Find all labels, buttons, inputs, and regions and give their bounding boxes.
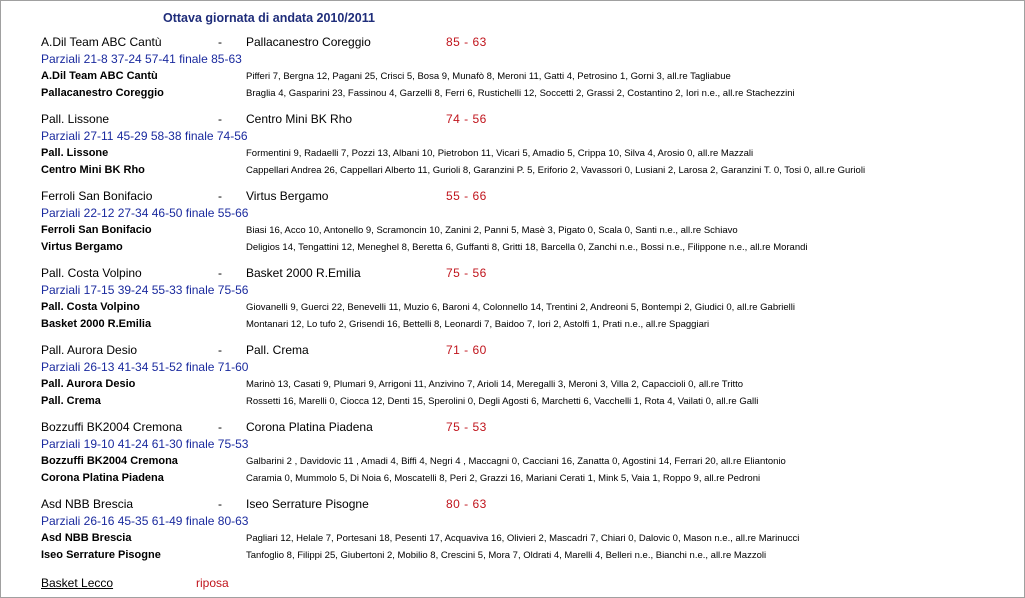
match-separator: - — [218, 420, 222, 434]
final-score: 71 - 60 — [446, 343, 487, 357]
scorers-team-name: Basket 2000 R.Emilia — [41, 318, 152, 330]
home-team: Pall. Aurora Desio — [41, 343, 138, 357]
scorers-team-name: Virtus Bergamo — [41, 241, 123, 253]
home-team: Pall. Costa Volpino — [41, 266, 142, 280]
scorers-team-name: Centro Mini BK Rho — [41, 164, 145, 176]
home-team: Asd NBB Brescia — [41, 497, 134, 511]
scorers-list: Pagliari 12, Helale 7, Portesani 18, Pesenti 17, Acquaviva 16, Olivieri 2, Mascadri 7, Chiari 0, Dalovic 0, Mason n.e., all.re Marinucci — [246, 533, 800, 544]
away-team: Centro Mini BK Rho — [246, 112, 353, 126]
scorers-list: Formentini 9, Radaelli 7, Pozzi 13, Albani 10, Pietrobon 11, Vicari 5, Amadio 5, Crippa 10, Silva 4, Arosio 0, all.re Mazzali — [246, 148, 754, 159]
scorers-list: Deligios 14, Tengattini 12, Meneghel 8, Beretta 6, Guffanti 8, Gritti 18, Barcella 0, Zanchi n.e., Bossi n.e., Filippone n.e., all.re Morandi — [246, 242, 808, 253]
away-team: Pallacanestro Coreggio — [246, 35, 371, 49]
scorers-list: Marinò 13, Casati 9, Plumari 9, Arrigoni 11, Anzivino 7, Arioli 14, Meregalli 3, Meroni 3, Villa 2, Capaccioli 0, all.re Tritto — [246, 379, 744, 390]
scorers-team-name: Ferroli San Bonifacio — [41, 224, 152, 236]
final-score: 74 - 56 — [446, 112, 487, 126]
away-team: Pall. Crema — [246, 343, 309, 357]
scorers-list: Pifferi 7, Bergna 12, Pagani 25, Crisci 5, Bosa 9, Munafò 8, Meroni 11, Gatti 4, Petrosino 1, Gorni 3, all.re Tagliabue — [246, 71, 731, 82]
scorers-team-name: Pallacanestro Coreggio — [41, 87, 164, 99]
scorers-list: Montanari 12, Lo tufo 2, Grisendi 16, Bettelli 8, Leonardi 7, Baidoo 7, Iori 2, Astolfi 1, Prati n.e., all.re Spaggiari — [246, 319, 710, 330]
away-team: Corona Platina Piadena — [246, 420, 373, 434]
match-separator: - — [218, 35, 222, 49]
scorers-list: Braglia 4, Gasparini 23, Fassinou 4, Garzelli 8, Ferri 6, Rustichelli 12, Soccetti 2, Grassi 2, Costantino 2, Iori n.e., all.re Stachezzini — [246, 88, 795, 99]
bye-team-link[interactable]: Basket Lecco — [41, 576, 114, 590]
scorers-team-name: Pall. Crema — [41, 395, 101, 407]
final-score: 80 - 63 — [446, 497, 487, 511]
home-team: Pall. Lissone — [41, 112, 110, 126]
partials-line: Parziali 22-12 27-34 46-50 finale 55-66 — [41, 206, 249, 220]
scorers-team-name: Pall. Aurora Desio — [41, 378, 136, 390]
scorers-team-name: Iseo Serrature Pisogne — [41, 549, 161, 561]
scorers-list: Rossetti 16, Marelli 0, Ciocca 12, Denti 15, Sperolini 0, Degli Agosti 6, Marchetti 6, Vacchelli 1, Rota 4, Vailati 0, all.re Galli — [246, 396, 759, 407]
home-team: A.Dil Team ABC Cantù — [41, 35, 162, 49]
scorers-list: Galbarini 2 , Davidovic 11 , Amadi 4, Biffi 4, Negri 4 , Maccagni 0, Cacciani 16, Zanatta 0, Agostini 14, Ferrari 20, all.re Eliantonio — [246, 456, 786, 467]
partials-line: Parziali 21-8 37-24 57-41 finale 85-63 — [41, 52, 242, 66]
scorers-team-name: A.Dil Team ABC Cantù — [41, 70, 158, 82]
match-separator: - — [218, 112, 222, 126]
scorers-list: Tanfoglio 8, Filippi 25, Giubertoni 2, Mobilio 8, Crescini 5, Mora 7, Oldrati 4, Marelli 4, Belleri n.e., Bianchi n.e., all.re Mazzoli — [246, 550, 767, 561]
scorers-team-name: Asd NBB Brescia — [41, 532, 132, 544]
partials-line: Parziali 26-13 41-34 51-52 finale 71-60 — [41, 360, 249, 374]
scorers-list: Cappellari Andrea 26, Cappellari Alberto 11, Gurioli 8, Garanzini P. 5, Eriforio 2, Vavassori 0, Lusiani 2, Larosa 2, Garanzini T. 0, Tosi 0, all.re Gurioli — [246, 165, 866, 176]
match-separator: - — [218, 497, 222, 511]
scorers-list: Giovanelli 9, Guerci 22, Benevelli 11, Muzio 6, Baroni 4, Colonnello 14, Trentini 2, Andreoni 5, Bontempi 2, Giudici 0, all.re Gabrielli — [246, 302, 796, 313]
scorers-team-name: Corona Platina Piadena — [41, 472, 164, 484]
away-team: Basket 2000 R.Emilia — [246, 266, 361, 280]
page-title: Ottava giornata di andata 2010/2011 — [163, 11, 375, 25]
match-separator: - — [218, 266, 222, 280]
scorers-list: Biasi 16, Acco 10, Antonello 9, Scramoncin 10, Zanini 2, Panni 5, Masè 3, Pigato 0, Scala 0, Santi n.e., all.re Schiavo — [246, 225, 738, 236]
partials-line: Parziali 17-15 39-24 55-33 finale 75-56 — [41, 283, 249, 297]
bye-row — [41, 575, 281, 592]
home-team: Ferroli San Bonifacio — [41, 189, 153, 203]
partials-line: Parziali 27-11 45-29 58-38 finale 74-56 — [41, 129, 248, 143]
final-score: 85 - 63 — [446, 35, 487, 49]
scorers-team-name: Bozzuffi BK2004 Cremona — [41, 455, 178, 467]
home-team: Bozzuffi BK2004 Cremona — [41, 420, 183, 434]
final-score: 55 - 66 — [446, 189, 487, 203]
match-separator: - — [218, 343, 222, 357]
final-score: 75 - 53 — [446, 420, 487, 434]
bye-label: riposa — [196, 576, 229, 590]
scorers-list: Caramia 0, Mummolo 5, Di Noia 6, Moscatelli 8, Peri 2, Grazzi 16, Mariani Cerati 1, Mink 5, Vaia 1, Roppo 9, all.re Pedroni — [246, 473, 761, 484]
final-score: 75 - 56 — [446, 266, 487, 280]
partials-line: Parziali 26-16 45-35 61-49 finale 80-63 — [41, 514, 249, 528]
partials-line: Parziali 19-10 41-24 61-30 finale 75-53 — [41, 437, 249, 451]
scorers-team-name: Pall. Costa Volpino — [41, 301, 140, 313]
away-team: Iseo Serrature Pisogne — [246, 497, 369, 511]
away-team: Virtus Bergamo — [246, 189, 329, 203]
match-separator: - — [218, 189, 222, 203]
scorers-team-name: Pall. Lissone — [41, 147, 109, 159]
